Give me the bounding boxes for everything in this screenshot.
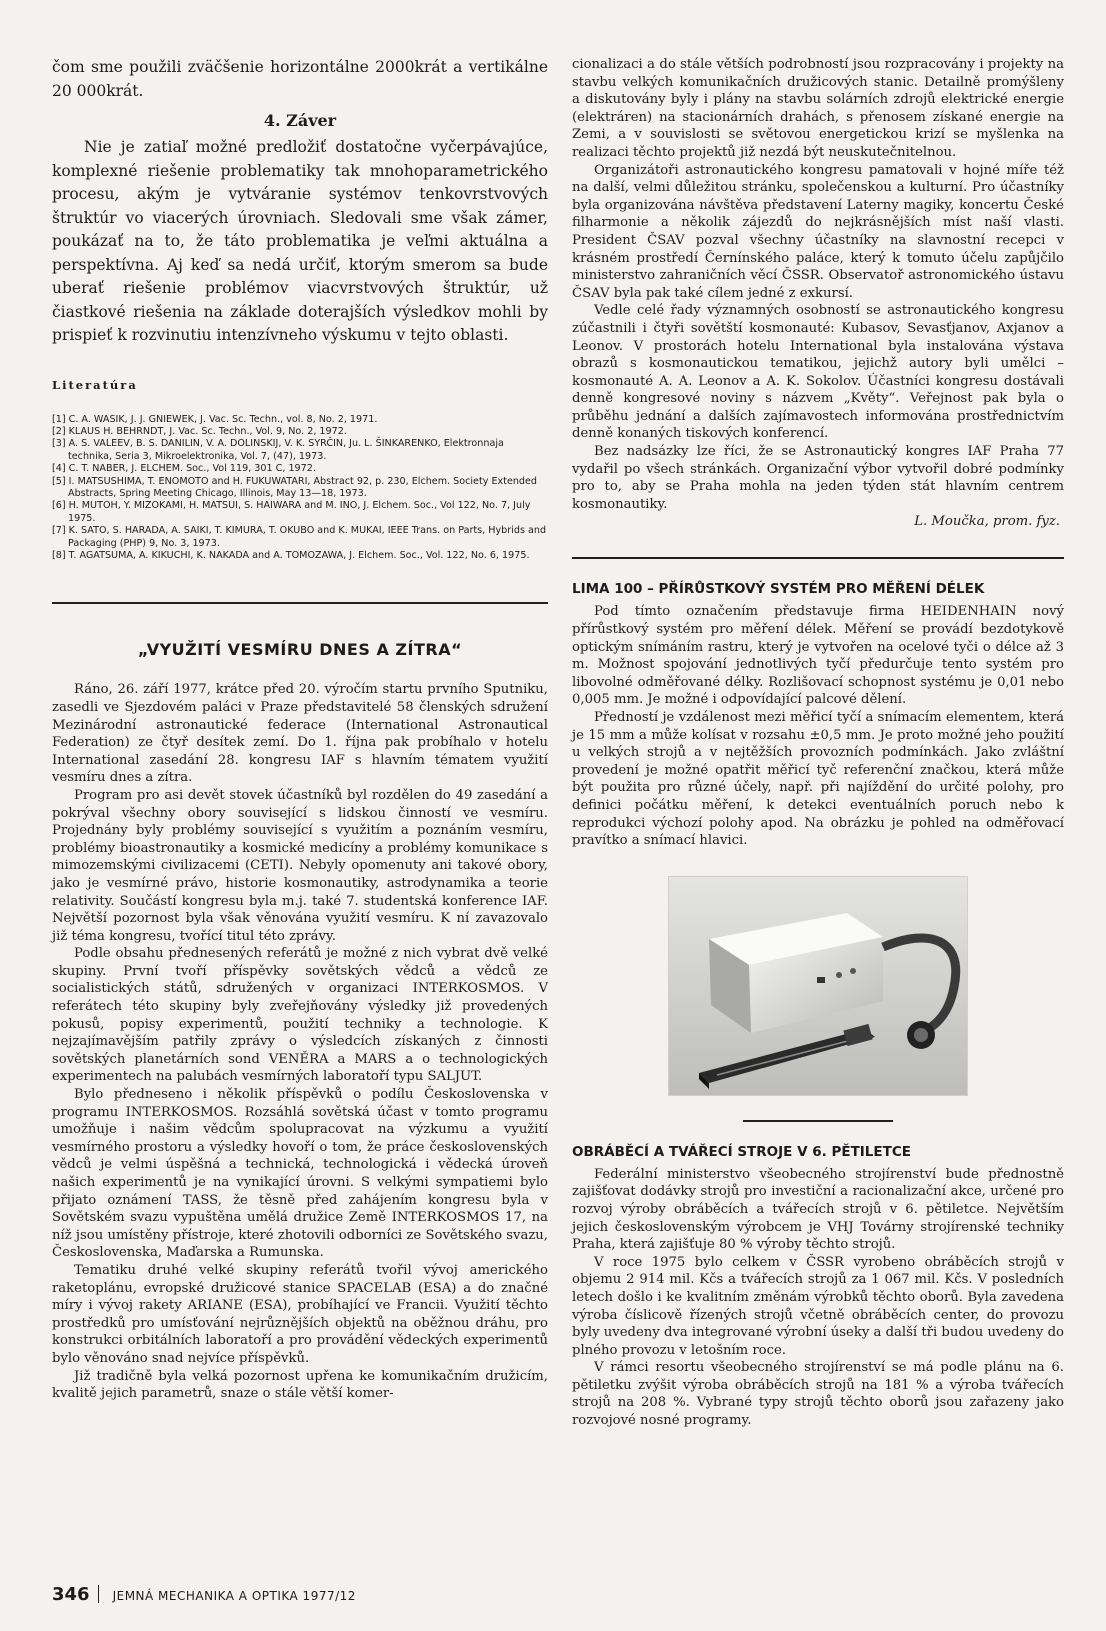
left-column [52, 56, 548, 1403]
page-footer [52, 1584, 356, 1605]
reference-item: [6] H. MUTOH, Y. MIZOKAMI, H. MATSUI, S. HAIWARA and M. INO, J. Elchem. Soc., Vol 122, No. 7, July 1975. [52, 500, 531, 524]
section-heading: 4. Záver [263, 111, 337, 130]
reference-item: [5] I. MATSUSHIMA, T. ENOMOTO and H. FUKUWATARI, Abstract 92, p. 230, Elchem. Society Extended Abstracts, Spring Meeting Chicago, Illinois, May 13—18, 1973. [52, 475, 538, 499]
author-signature: L. Moučka, prom. fyz. [914, 514, 1060, 530]
section-divider [52, 602, 548, 604]
lima-paragraph: Pod tímto označením představuje firma HEIDENHAIN nový přírůstkový systém pro měření délek. Měření se provádí bezdotykově optickým snímáním rastru, který je vytvořen na ocelové tyči o délce až 3 m. Možnost spojování jednotlivých tyčí předurčuje tento systém pro libovolné odměřované délky. Rozlišovací schopnost systému je 0,01 nebo 0,005 mm. Je možné i odpovídající palcové dělení. [572, 604, 1064, 708]
obr-paragraph: Federální ministerstvo všeobecného strojírenství bude přednostně zajišťovat dodávky strojů pro investiční a racionalizační akce, určené pro rozvoj výroby obráběcích a tvářecích strojů v 6. pětiletce. Největším jejich československým výrobcem je VHJ Továrny strojírenské techniky Praha, která zajišťuje 80 % výroby těchto strojů. [572, 1166, 1064, 1253]
reference-item: [4] C. T. NABER, J. ELCHEM. Soc., Vol 119, 301 C, 1972. [52, 463, 316, 475]
article-paragraph: Organizátoři astronautického kongresu pamatovali v hojné míře též na další, velmi důležitou stránku, společenskou a kulturní. Pro účastníky byla organizována návštěva představení Laterny magiky, koncertu České filharmonie a několik zájezdů do nejkrásnějších míst naší vlasti. President ČSAV pozval všechny účastníky na slavnostní recepci v krásném prostředí Černínského paláce, který k tomuto účelu zapůjčilo ministerstvo zahraničních věcí ČSSR. Observatoř astronomického ústavu ČSAV byla pak také cílem jedné z exkursí. [572, 162, 1064, 301]
page-number: 346 [52, 1584, 90, 1605]
lima-paragraph: Předností je vzdálenost mezi měřicí tyčí a snímacím elementem, která je 15 mm a může kolísat v rozsahu ±0,5 mm. Je proto možné jeho použití u velkých strojů a v nejtěžších provozních podmínkách. Jako zvláštní provedení je možné opatřit měřicí tyč referenční značkou, která může být použita pro různé účely, např. při najíždění do určité polohy, pro definici počátku měření, k detekci eventuálních poruch nebo k reprodukci výchozí polohy apod. Na obrázku je pohled na odměřovací pravítko a snímací hlavici. [572, 710, 1064, 849]
reference-item: [8] T. AGATSUMA, A. KIKUCHI, K. NAKADA and A. TOMOZAWA, J. Elchem. Soc., Vol. 122, No. 6, 1975. [52, 549, 530, 561]
article-paragraph: Vedle celé řady významných osobností se astronautického kongresu zúčastnili i čtyři sovětští kosmonauté: Kubasov, Sevasťjanov, Axjanov a Leonov. V prostorách hotelu International byla instalována výstava obrazů s kosmonautickou tematikou, jejichž autory byli umělci – kosmonauté A. A. Leonov a A. K. Sokolov. Účastníci kongresu dostávali denně kongresové noviny s názvem „Květy“. Veřejnost pak byla o průběhu jednání a dalších zajímavostech informována prostřednictvím denně konaných tiskových konferencí. [572, 303, 1064, 442]
article-paragraph: Již tradičně byla velká pozornost upřena ke komunikačním družicím, kvalitě jejich parametrů, snaze o stále větší komer- [52, 1368, 548, 1402]
reference-item: [2] KLAUS H. BEHRNDT, J. Vac. Sc. Techn., Vol. 9, No. 2, 1972. [52, 425, 347, 437]
intro-text: čom sme použili zväčšenie horizontálne 2000krát a vertikálne 20 000krát. [52, 58, 548, 100]
lima-title: LIMA 100 – PŘÍRŮSTKOVÝ SYSTÉM PRO MĚŘENÍ DÉLEK [572, 581, 985, 598]
product-photo [668, 876, 968, 1096]
article-title: „VYUŽITÍ VESMÍRU DNES A ZÍTRA“ [137, 640, 463, 660]
reference-item: [7] K. SATO, S. HARADA, A. SAIKI, T. KIMURA, T. OKUBO and K. MUKAI, IEEE Trans. on Parts, Hybrids and Packaging (PHP) 9, No. 3, 1973. [52, 525, 547, 549]
section-divider [743, 1120, 893, 1122]
right-column [572, 56, 1064, 1430]
reference-item: [1] C. A. WASIK, J. J. GNIEWEK, J. Vac. Sc. Techn., vol. 8, No. 2, 1971. [52, 413, 378, 425]
publication-name: JEMNÁ MECHANIKA A OPTIKA 1977/12 [112, 1589, 356, 1603]
reference-list [52, 414, 548, 563]
conclusion-block [52, 56, 548, 348]
article-paragraph: Ráno, 26. září 1977, krátce před 20. výročím startu prvního Sputniku, zasedli ve Sjezdovém paláci v Praze představitelé 58 členských sdružení Mezinárodní astronautické federace (International Astronautical Federation) ze čtyř desítek zemí. Do 1. října pak probíhalo v hotelu International zasedání 28. kongresu IAF s hlavním tématem využití vesmíru dnes a zítra. [52, 682, 548, 786]
measuring-device-illustration [669, 877, 967, 1095]
article-paragraph: Bylo předneseno i několik příspěvků o podílu Československa v programu INTERKOSMOS. Rozsáhlá sovětská účast v tomto programu umožňuje i našim vědcům spolupracovat na výzkumu a využití vesmírného prostoru a výsledky hovoří o tom, že práce československých vědců je velmi úspěšná a technická, technologická i vědecká úroveň našich experimentů je na vynikající úrovni. S velkými sympatiemi bylo přijato oznámení TASS, že těsně před zahájením kongresu byla v Sovětském svazu vypuštěna umělá družice Země INTERKOSMOS 17, na níž jsou umístěny přístroje, které zhotovili odborníci ze Sovětského svazu, Československa, Maďarska a Rumunska. [52, 1087, 548, 1261]
footer-separator [98, 1585, 99, 1603]
reference-item: [3] A. S. VALEEV, B. S. DANILIN, V. A. DOLINSKIJ, V. K. SYRČIN, Ju. L. ŠINKARENKO, Elektronnaja technika, Seria 3, Mikroelektronika, Vol. 7, (47), 1973. [52, 438, 504, 462]
obr-paragraph: V rámci resortu všeobecného strojírenství se má podle plánu na 6. pětiletku zvýšit výroba obráběcích strojů na 181 % a výroba tvářecích strojů na 208 %. Vybrané typy strojů těchto oborů jsou zařazeny jako rozvojové nosné programy. [572, 1360, 1064, 1429]
obr-title: OBRÁBĚCÍ A TVÁŘECÍ STROJE V 6. PĚTILETCE [572, 1143, 911, 1160]
section-divider [572, 557, 1064, 559]
obr-paragraph: V roce 1975 bylo celkem v ČSSR vyrobeno obráběcích strojů v objemu 2 914 mil. Kčs a tvářecích strojů za 1 067 mil. Kčs. V posledních letech došlo i ke kvalitním změnám výrobků těchto oborů. Byla zavedena výroba číslicově řízených strojů včetně obráběcích center, do provozu byly uvedeny dva integrované výrobní úseky a další tři budou uvedeny do plného provozu v letošním roce. [572, 1254, 1064, 1358]
article-paragraph: Podle obsahu přednesených referátů je možné z nich vybrat dvě velké skupiny. První tvoří příspěvky sovětských vědců a vědců ze socialistických států, sdružených v organizaci INTERKOSMOS. V referátech této skupiny byly zveřejňovány výsledky již provedených pokusů, popisy experimentů, použití techniky a technologie. K nejzajímavějším patřily zprávy o výsledcích získaných z činnosti sovětských planetárních sond VENĚRA a MARS a o technologických experimentech na palubách vesmírných laboratoří typu SALJUT. [52, 946, 548, 1085]
article-paragraph: cionalizaci a do stále větších podrobností jsou rozpracovány i projekty na stavbu velkých komunikačních družicových stanic. Detailně promýšleny a diskutovány byly i plány na stavbu solárních zdrojů elektrické energie (elektráren) na stacionárních drahách, s přenosem získané energie na Zemi, a v souvislosti se světovou energetickou krizí se myšlenka na realizaci těchto projektů již nezdá být neuskutečnitelnou. [572, 57, 1064, 160]
conclusion-text: Nie je zatiaľ možné predložiť dostatočne vyčerpávajúce, komplexné riešenie problematiky tak mnohoparametrického procesu, akým je vytváranie systémov tenkovrstvových štruktúr vo viacerých úrovniach. Sledovali sme však zámer, poukázať na to, že táto problematika je veľmi aktuálna a perspektívna. Aj keď sa nedá určiť, ktorým smerom sa bude uberať riešenie problémov viacvrstvových štruktúr, už čiastkové riešenia na základe doterajších výsledkov mohli by prispieť k rozvinutiu intenzívneho výskumu v tejto oblasti. [52, 138, 548, 344]
article-paragraph: Bez nadsázky lze říci, že se Astronautický kongres IAF Praha 77 vydařil po všech stránkách. Organizační výbor vytvořil dobré podmínky pro to, aby se Praha mohla na jeden týden stát hlavním centrem kosmonautiky. [572, 444, 1064, 512]
article-paragraph: Program pro asi devět stovek účastníků byl rozdělen do 49 zasedání a pokrýval všechny obory související s lidskou činností ve vesmíru. Projednány byly problémy související s využitím a poznáním vesmíru, problémy bioastronautiky a kosmické medicíny a problémy komunikace s mimozemskými civilizacemi (CETI). Nebyly opomenuty ani takové obory, jako je vesmírné právo, historie kosmonautiky, astrodynamika a teorie relativity. Součástí kongresu byla m.j. také 7. studentská konference IAF. Největší pozornost byla však věnována využití vesmíru. K ní zavazovalo již téma kongresu, tvořící titul této zprávy. [52, 787, 548, 944]
article-paragraph: Tematiku druhé velké skupiny referátů tvořil vývoj amerického raketoplánu, evropské družicové stanice SPACELAB (ESA) a do značné míry i vývoj rakety ARIANE (ESA), probíhající ve Francii. Využití těchto prostředků pro umísťování nejrůznějších objektů na oběžnou dráhu, pro konstrukci orbitálních laboratoří a pro provádění vědeckých experimentů bylo věnováno snad nejvíce příspěvků. [52, 1262, 548, 1366]
literature-heading: Literatúra [52, 377, 138, 392]
article-body [52, 681, 548, 1402]
